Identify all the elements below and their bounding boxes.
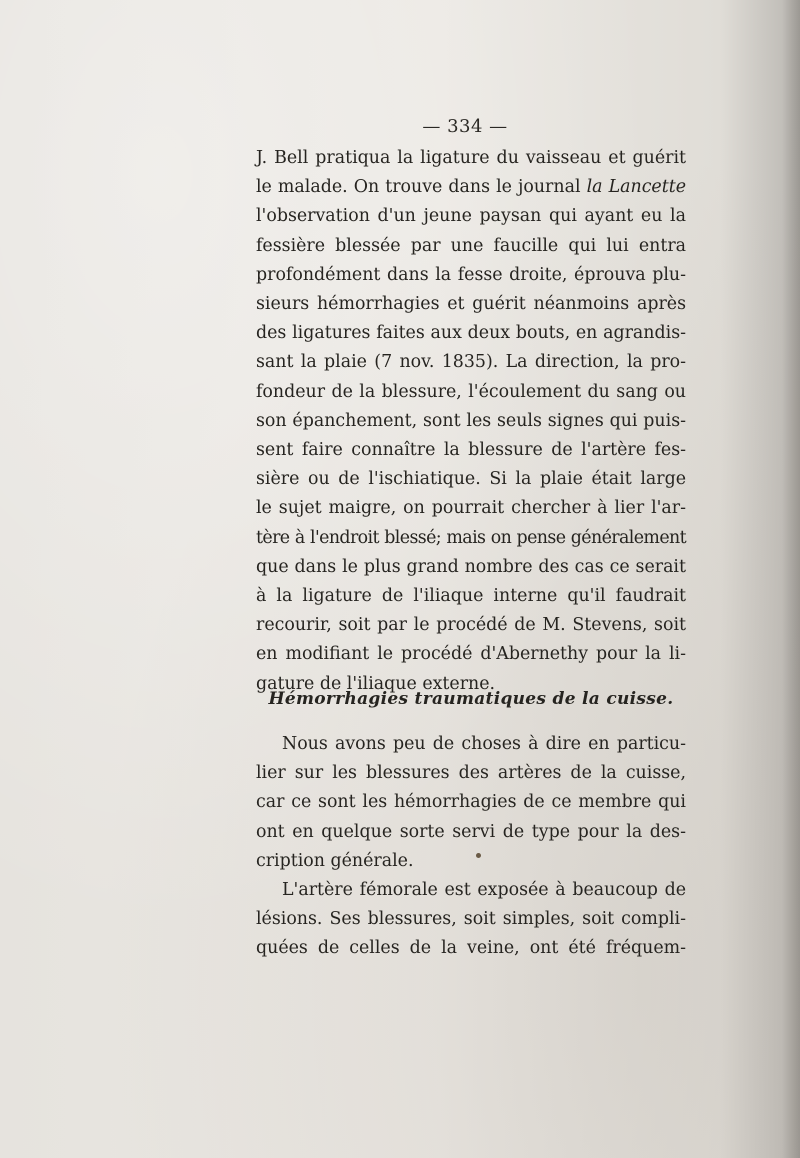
- text-line: cription générale.: [256, 850, 414, 871]
- section-heading: Hémorrhagies traumatiques de la cuisse.: [268, 689, 674, 709]
- text-line: son épanchement, sont les seuls signes qui puis-: [256, 410, 686, 431]
- text-line: l'observation d'un jeune paysan qui ayant eu la: [256, 206, 686, 227]
- text-line: gature de l'iliaque externe.: [256, 673, 496, 694]
- text-line: recourir, soit par le procédé de M. Stevens, soit: [256, 615, 686, 636]
- text-line: sent faire connaître la blessure de l'artère fes-: [256, 440, 686, 460]
- text-line: sière ou de l'ischiatique. Si la plaie était large: [256, 469, 686, 490]
- journal-title: la Lancette: [586, 177, 686, 198]
- text-line: le sujet maigre, on pourrait chercher à lier l'ar-: [256, 498, 686, 519]
- text-line: fessière blessée par une faucille qui lui entra: [256, 235, 686, 256]
- text-line: des ligatures faites aux deux bouts, en agrandis-: [256, 323, 686, 344]
- text-line: car ce sont les hémorrhagies de ce membre qui: [256, 792, 686, 813]
- text-line: ont en quelque sorte servi de type pour la des-: [256, 821, 686, 842]
- text-line: quées de celles de la veine, ont été fréquem-: [256, 938, 686, 959]
- text-line: à la ligature de l'iliaque interne qu'il faudrait: [256, 586, 686, 606]
- text-line: Nous avons peu de choses à dire en particu-: [282, 734, 686, 754]
- text-line: que dans le plus grand nombre des cas ce serait: [256, 556, 686, 577]
- text-line: L'artère fémorale est exposée à beaucoup de: [282, 880, 686, 900]
- page-number: — 334 —: [422, 116, 508, 137]
- text-line: sant la plaie (7 nov. 1835). La direction, la pro-: [256, 352, 686, 373]
- text-line: sieurs hémorrhagies et guérit néanmoins après: [256, 294, 686, 314]
- text-line: en modifiant le procédé d'Abernethy pour la li-: [256, 644, 686, 665]
- paper-speck: [476, 853, 481, 858]
- text-run: le malade. On trouve dans le journal: [256, 177, 587, 198]
- text-line: [256, 174, 686, 200]
- text-line: lésions. Ses blessures, soit simples, soit compli-: [256, 909, 686, 930]
- text-line: tère à l'endroit blessé; mais on pense généralement: [256, 527, 686, 548]
- text-line: fondeur de la blessure, l'écoulement du sang ou: [256, 381, 686, 402]
- text-line: lier sur les blessures des artères de la cuisse,: [256, 763, 686, 784]
- text-line: J. Bell pratiqua la ligature du vaisseau et guérit: [256, 148, 686, 168]
- text-line: profondément dans la fesse droite, éprouva plu-: [256, 264, 686, 285]
